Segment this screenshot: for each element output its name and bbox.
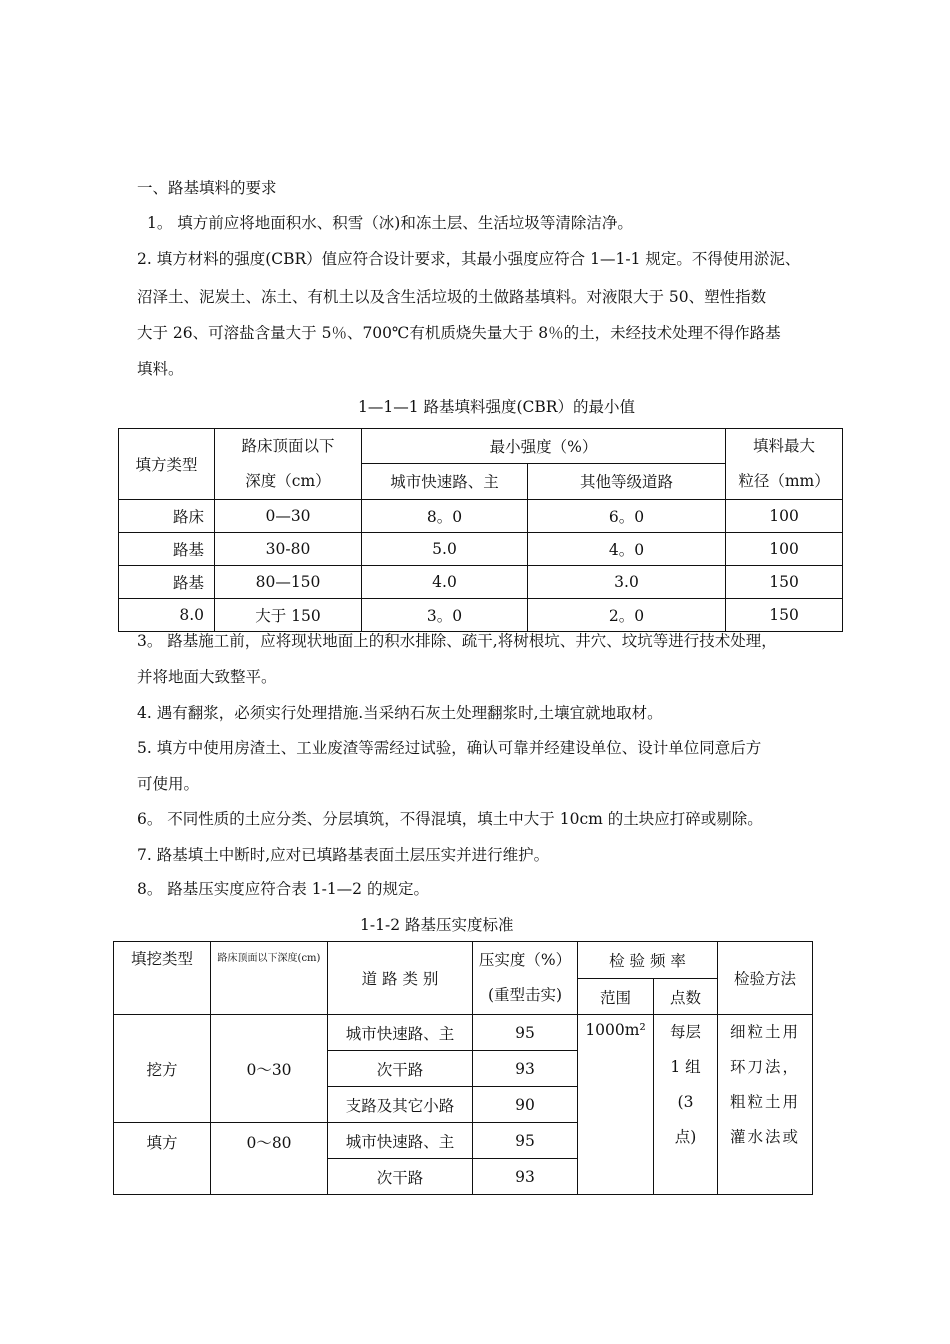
table-row bbox=[119, 599, 843, 632]
paragraph-7: 7. 路基填土中断时,应对已填路基表面土层压实并进行维护。 bbox=[137, 846, 550, 864]
paragraph-8: 8。 路基压实度应符合表 1-1—2 的规定。 bbox=[137, 880, 429, 898]
cell-depth: 80—150 bbox=[215, 566, 362, 599]
cell-fill-type: 填方 bbox=[114, 1123, 211, 1195]
cell-cut-type: 挖方 bbox=[114, 1015, 211, 1123]
header-cut-fill-type: 填挖类型 bbox=[114, 942, 211, 1015]
paragraph-2-line-3: 大于 26、可溶盐含量大于 5％、700℃有机质烧失量大于 8％的土，未经技术处理不得作路基 bbox=[137, 324, 781, 342]
header-max-size-line-2: 粒径（mm） bbox=[738, 472, 830, 490]
cell-fill-depth: 0～80 bbox=[211, 1123, 328, 1195]
cell-other: 3.0 bbox=[528, 566, 726, 599]
table-1 bbox=[118, 428, 843, 632]
cell-points-line: 点) bbox=[674, 1128, 697, 1146]
cell-range: 1000m² bbox=[578, 1015, 654, 1195]
header-compaction bbox=[473, 942, 578, 1015]
cell-type: 8.0 bbox=[119, 599, 215, 632]
cell-points-line: 1 组 bbox=[670, 1058, 701, 1076]
paragraph-2-line-4: 填料。 bbox=[137, 360, 184, 378]
cell-method-line: 细粒土用 bbox=[730, 1023, 801, 1041]
header-min-strength: 最小强度（%） bbox=[362, 429, 726, 464]
paragraph-5-line-1: 5. 填方中使用房渣土、工业废渣等需经过试验，确认可靠并经建设单位、设计单位同意后方 bbox=[137, 739, 762, 757]
cell-method-line: 粗粒土用 bbox=[730, 1093, 801, 1111]
cell-other: 2。0 bbox=[528, 599, 726, 632]
table-row bbox=[119, 566, 843, 599]
cell-method bbox=[718, 1015, 813, 1195]
header-compaction-line-2: (重型击实) bbox=[487, 986, 563, 1004]
cell-city: 3。0 bbox=[362, 599, 528, 632]
cell-other: 6。0 bbox=[528, 500, 726, 533]
paragraph-2-line-2: 沼泽土、泥炭土、冻土、有机土以及含生活垃圾的土做路基填料。对液限大于 50、塑性指数 bbox=[137, 288, 767, 306]
cell-compaction: 95 bbox=[473, 1123, 578, 1159]
cell-method-line: 环刀法， bbox=[730, 1058, 801, 1076]
cell-points bbox=[654, 1015, 718, 1195]
cell-compaction: 95 bbox=[473, 1015, 578, 1051]
paragraph-5-line-2: 可使用。 bbox=[137, 775, 200, 793]
table-2-caption: 1-1-2 路基压实度标准 bbox=[360, 916, 514, 934]
cell-city: 8。0 bbox=[362, 500, 528, 533]
header-points: 点数 bbox=[654, 979, 718, 1015]
paragraph-6: 6。 不同性质的土应分类、分层填筑，不得混填，填土中大于 10cm 的土块应打碎或剔除。 bbox=[137, 810, 763, 828]
cell-size: 100 bbox=[726, 500, 843, 533]
table-row bbox=[114, 1015, 813, 1051]
table-2 bbox=[113, 941, 813, 1195]
cell-city: 4.0 bbox=[362, 566, 528, 599]
cell-road: 支路及其它小路 bbox=[328, 1087, 473, 1123]
cell-compaction: 90 bbox=[473, 1087, 578, 1123]
paragraph-3-line-2: 并将地面大致整平。 bbox=[137, 668, 277, 686]
paragraph-3-line-1: 3。 路基施工前，应将现状地面上的积水排除、疏干,将树根坑、井穴、坟坑等进行技术处理， bbox=[137, 632, 777, 650]
cell-road: 次干路 bbox=[328, 1159, 473, 1195]
cell-depth: 30-80 bbox=[215, 533, 362, 566]
header-depth-line-2: 深度（cm） bbox=[245, 472, 331, 490]
cell-method-line: 灌水法或 bbox=[730, 1128, 801, 1146]
header-max-size-line-1: 填料最大 bbox=[753, 437, 816, 455]
cell-depth: 大于 150 bbox=[215, 599, 362, 632]
section-heading: 一、路基填料的要求 bbox=[137, 179, 277, 197]
header-other-road: 其他等级道路 bbox=[528, 463, 726, 499]
header-compaction-line-1: 压实度（%） bbox=[478, 951, 572, 969]
cell-depth: 0—30 bbox=[215, 500, 362, 533]
cell-type: 路基 bbox=[119, 533, 215, 566]
cell-road: 城市快速路、主 bbox=[328, 1123, 473, 1159]
header-inspection-method: 检验方法 bbox=[718, 942, 813, 1015]
table-row bbox=[119, 500, 843, 533]
table-1-caption: 1—1—1 路基填料强度(CBR）的最小值 bbox=[358, 398, 635, 416]
table-row bbox=[119, 533, 843, 566]
cell-cut-depth: 0～30 bbox=[211, 1015, 328, 1123]
header-depth-line-1: 路床顶面以下 bbox=[241, 437, 335, 455]
paragraph-1: 1。 填方前应将地面积水、积雪（冰)和冻土层、生活垃圾等清除洁净。 bbox=[147, 214, 633, 232]
cell-size: 150 bbox=[726, 566, 843, 599]
cell-size: 150 bbox=[726, 599, 843, 632]
cell-size: 100 bbox=[726, 533, 843, 566]
cell-compaction: 93 bbox=[473, 1159, 578, 1195]
paragraph-2-line-1: 2. 填方材料的强度(CBR）值应符合设计要求，其最小强度应符合 1—1-1 规定。不得使用淤泥、 bbox=[137, 250, 801, 268]
cell-road: 城市快速路、主 bbox=[328, 1015, 473, 1051]
header-road-class: 道 路 类 别 bbox=[328, 942, 473, 1015]
header-range: 范围 bbox=[578, 979, 654, 1015]
cell-road: 次干路 bbox=[328, 1051, 473, 1087]
header-depth: 路床顶面以下深度(cm) bbox=[211, 942, 328, 1015]
cell-points-line: (3 bbox=[677, 1093, 694, 1111]
header-city-road: 城市快速路、主 bbox=[362, 463, 528, 499]
cell-points-line: 每层 bbox=[670, 1023, 702, 1041]
header-inspection-frequency: 检 验 频 率 bbox=[578, 942, 718, 979]
cell-compaction: 93 bbox=[473, 1051, 578, 1087]
paragraph-4: 4. 遇有翻浆，必须实行处理措施.当采纳石灰土处理翻浆时,土壤宜就地取材。 bbox=[137, 704, 663, 722]
header-max-size bbox=[726, 429, 843, 500]
cell-city: 5.0 bbox=[362, 533, 528, 566]
cell-type: 路基 bbox=[119, 566, 215, 599]
header-depth bbox=[215, 429, 362, 500]
cell-other: 4。0 bbox=[528, 533, 726, 566]
header-fill-type: 填方类型 bbox=[119, 429, 215, 500]
cell-type: 路床 bbox=[119, 500, 215, 533]
